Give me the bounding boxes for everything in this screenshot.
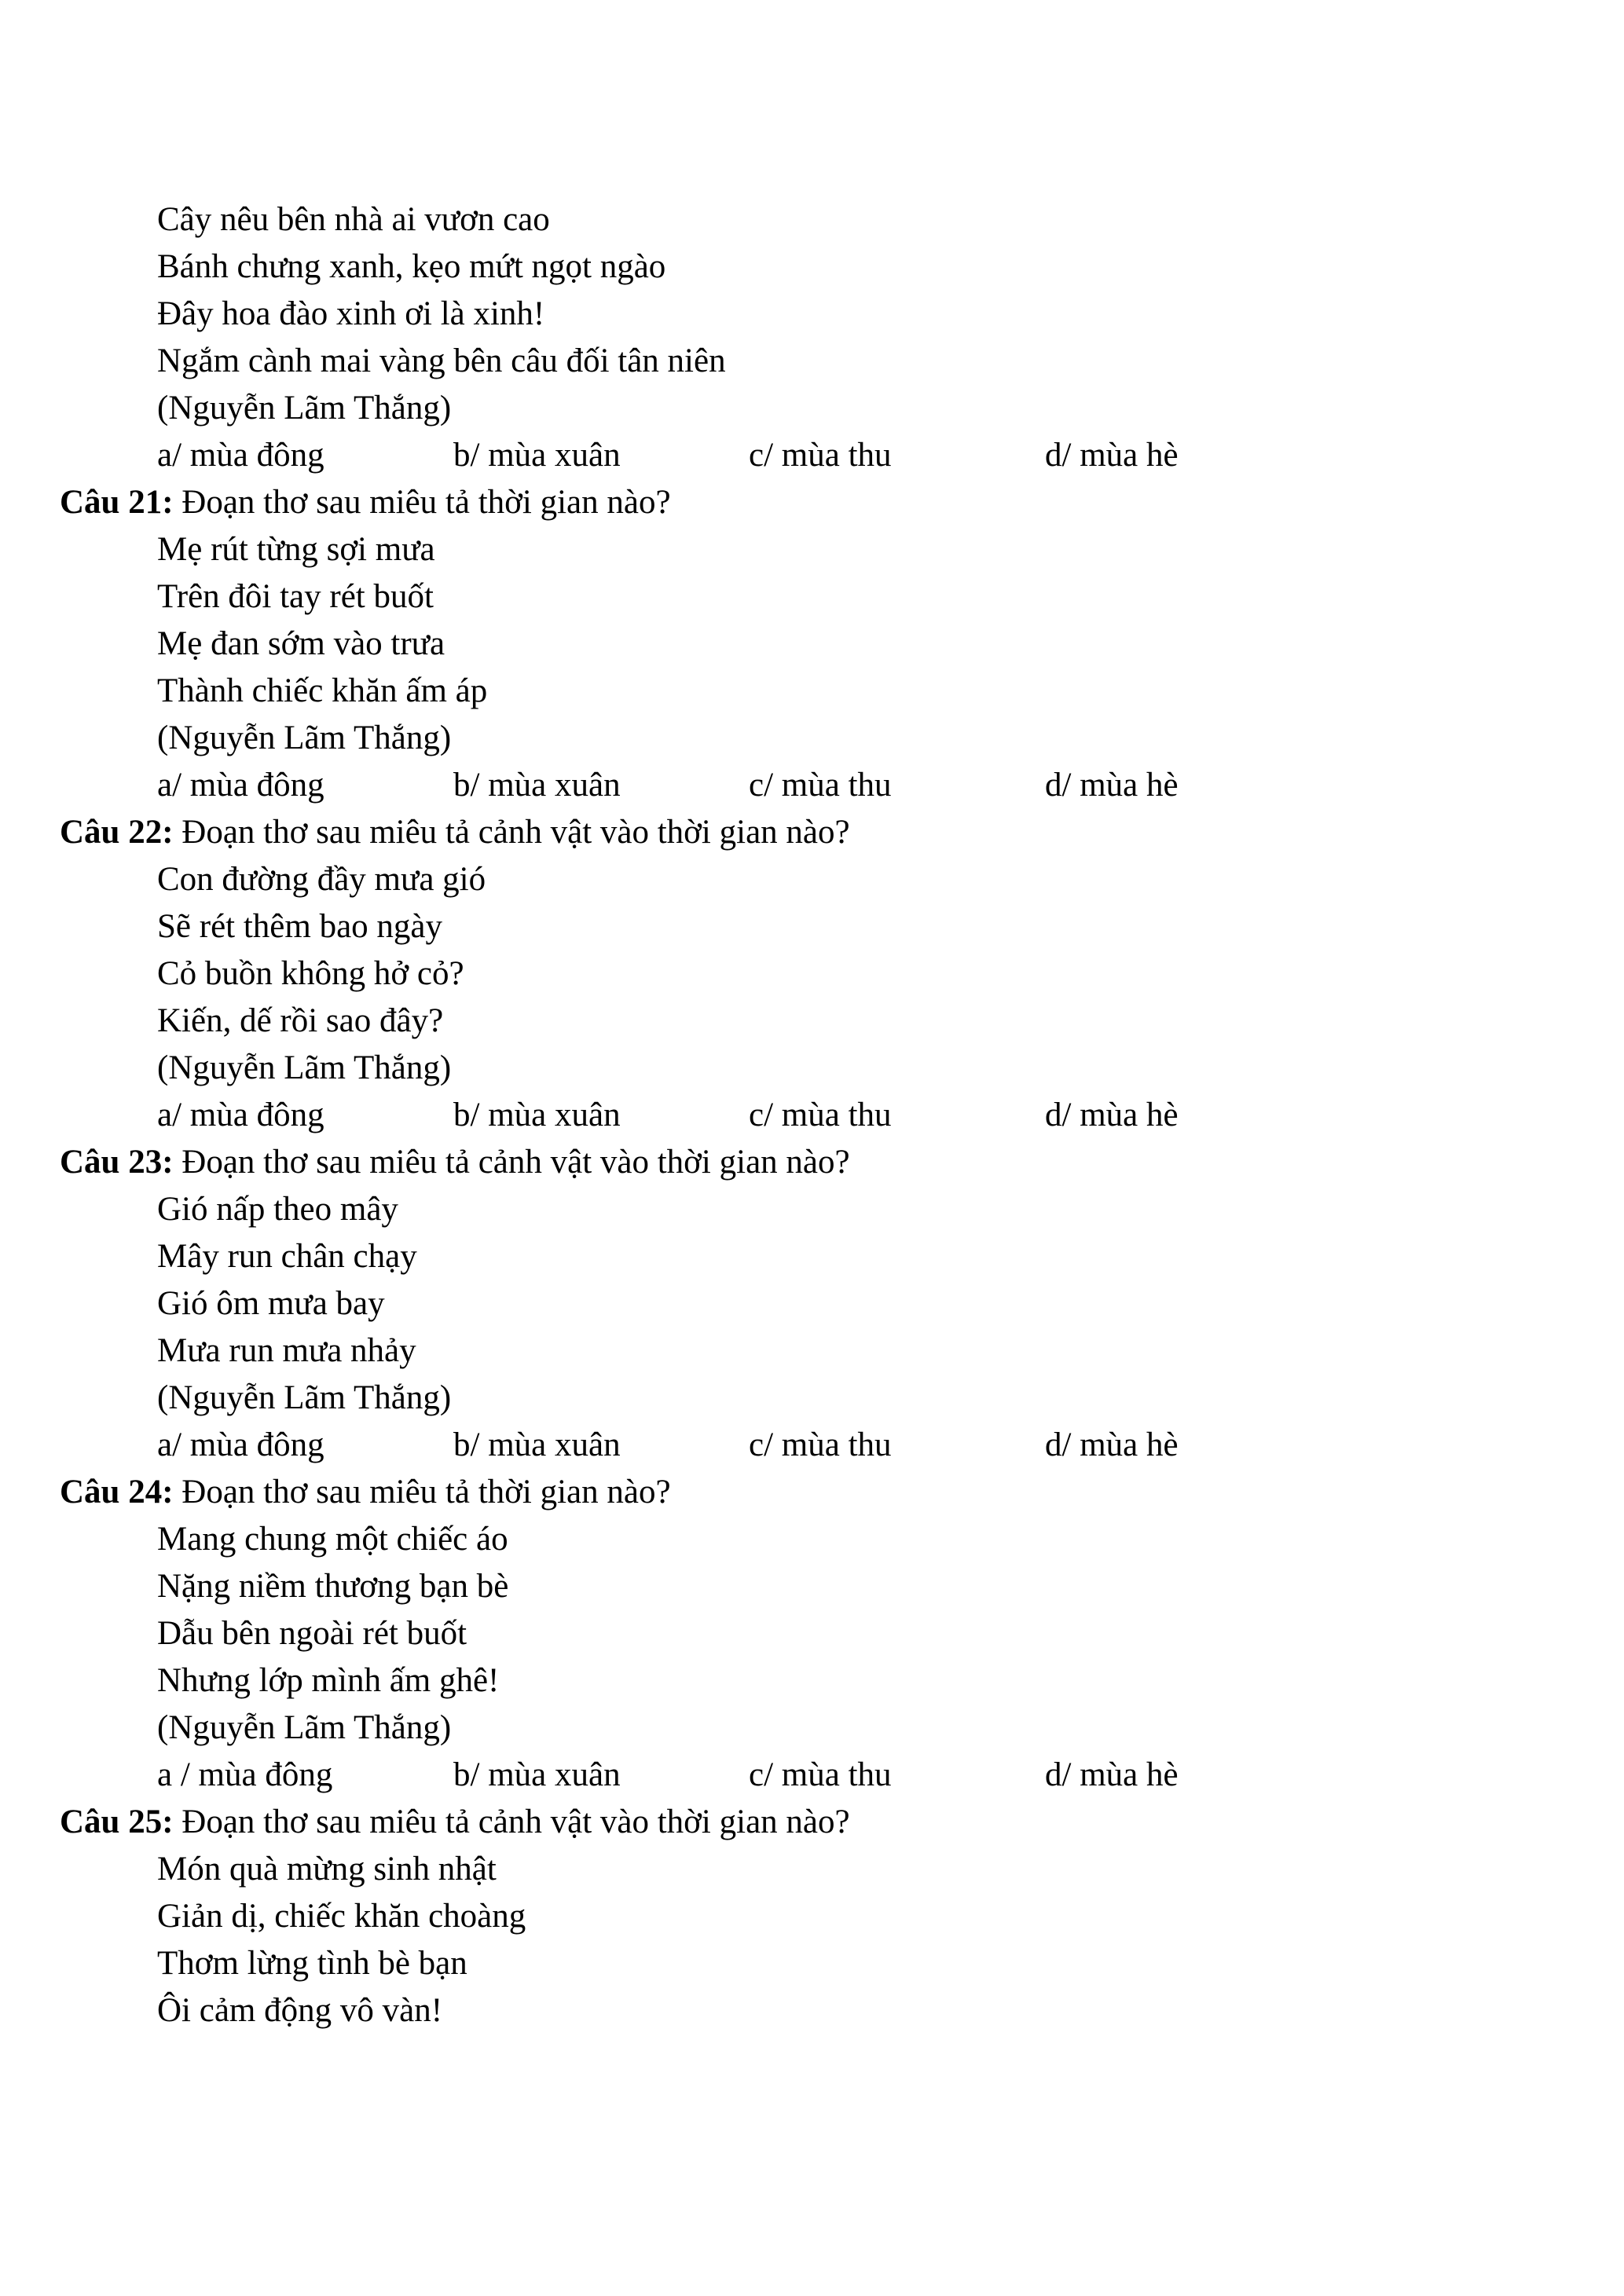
poem-line: Giản dị, chiếc khăn choàng [157, 1898, 526, 1935]
question-number: Câu 25: [60, 1803, 174, 1840]
poem-author: (Nguyễn Lãm Thắng) [157, 1049, 452, 1086]
option-c: c/ mùa thu [749, 1756, 892, 1793]
question-prompt: Đoạn thơ sau miêu tả thời gian nào? [173, 1474, 671, 1511]
answer-options [0, 1752, 1624, 1799]
option-b: b/ mùa xuân [453, 767, 621, 804]
question-heading [60, 479, 671, 526]
poem-line: Thành chiếc khăn ấm áp [157, 672, 488, 709]
answer-options [0, 762, 1624, 809]
poem-line: Mưa run mưa nhảy [157, 1332, 416, 1369]
option-a: a / mùa đông [157, 1756, 333, 1793]
poem-line: Món quà mừng sinh nhật [157, 1851, 497, 1888]
poem-line: Ngắm cành mai vàng bên câu đối tân niên [157, 342, 726, 379]
answer-options [0, 1092, 1624, 1139]
poem-line: Trên đôi tay rét buốt [157, 578, 434, 615]
question-prompt: Đoạn thơ sau miêu tả cảnh vật vào thời gian nào? [173, 1803, 850, 1840]
poem-line: Gió nấp theo mây [157, 1191, 398, 1228]
poem-line: Mẹ đan sớm vào trưa [157, 625, 445, 662]
option-c: c/ mùa thu [749, 437, 892, 474]
question-heading [60, 1139, 850, 1186]
question-heading [60, 809, 850, 856]
option-a: a/ mùa đông [157, 437, 324, 474]
option-a: a/ mùa đông [157, 767, 324, 804]
option-c: c/ mùa thu [749, 767, 892, 804]
option-d: d/ mùa hè [1045, 767, 1179, 804]
question-prompt: Đoạn thơ sau miêu tả cảnh vật vào thời gian nào? [173, 814, 850, 851]
question-number: Câu 24: [60, 1474, 174, 1511]
question-number: Câu 21: [60, 484, 174, 521]
poem-line: Mây run chân chạy [157, 1238, 417, 1275]
question-prompt: Đoạn thơ sau miêu tả cảnh vật vào thời gian nào? [173, 1144, 850, 1181]
option-d: d/ mùa hè [1045, 437, 1179, 474]
answer-options [0, 432, 1624, 479]
poem-line: Nhưng lớp mình ấm ghê! [157, 1662, 500, 1699]
option-a: a/ mùa đông [157, 1426, 324, 1463]
question-number: Câu 23: [60, 1144, 174, 1181]
poem-line: Gió ôm mưa bay [157, 1285, 385, 1322]
poem-line: Cây nêu bên nhà ai vươn cao [157, 201, 550, 238]
poem-line: Sẽ rét thêm bao ngày [157, 908, 443, 945]
option-c: c/ mùa thu [749, 1426, 892, 1463]
option-b: b/ mùa xuân [453, 1426, 621, 1463]
poem-line: Ôi cảm động vô vàn! [157, 1992, 443, 2029]
option-b: b/ mùa xuân [453, 1097, 621, 1133]
option-a: a/ mùa đông [157, 1097, 324, 1133]
option-d: d/ mùa hè [1045, 1426, 1179, 1463]
poem-author: (Nguyễn Lãm Thắng) [157, 390, 452, 427]
option-d: d/ mùa hè [1045, 1756, 1179, 1793]
question-number: Câu 22: [60, 814, 174, 851]
poem-line: Cỏ buồn không hở cỏ? [157, 955, 464, 992]
poem-line: Nặng niềm thương bạn bè [157, 1568, 509, 1605]
question-heading [60, 1469, 671, 1516]
poem-line: Kiến, dế rồi sao đây? [157, 1002, 444, 1039]
poem-line: Dẫu bên ngoài rét buốt [157, 1615, 467, 1652]
option-b: b/ mùa xuân [453, 1756, 621, 1793]
option-b: b/ mùa xuân [453, 437, 621, 474]
poem-line: Mẹ rút từng sợi mưa [157, 531, 435, 568]
answer-options [0, 1422, 1624, 1469]
question-heading [60, 1799, 850, 1846]
poem-author: (Nguyễn Lãm Thắng) [157, 1709, 452, 1746]
option-d: d/ mùa hè [1045, 1097, 1179, 1133]
poem-line: Con đường đầy mưa gió [157, 861, 486, 898]
poem-line: Mang chung một chiếc áo [157, 1521, 508, 1558]
poem-line: Thơm lừng tình bè bạn [157, 1945, 467, 1982]
question-prompt: Đoạn thơ sau miêu tả thời gian nào? [173, 484, 671, 521]
poem-author: (Nguyễn Lãm Thắng) [157, 720, 452, 756]
poem-line: Đây hoa đào xinh ơi là xinh! [157, 295, 545, 332]
poem-line: Bánh chưng xanh, kẹo mứt ngọt ngào [157, 248, 666, 285]
poem-author: (Nguyễn Lãm Thắng) [157, 1379, 452, 1416]
option-c: c/ mùa thu [749, 1097, 892, 1133]
